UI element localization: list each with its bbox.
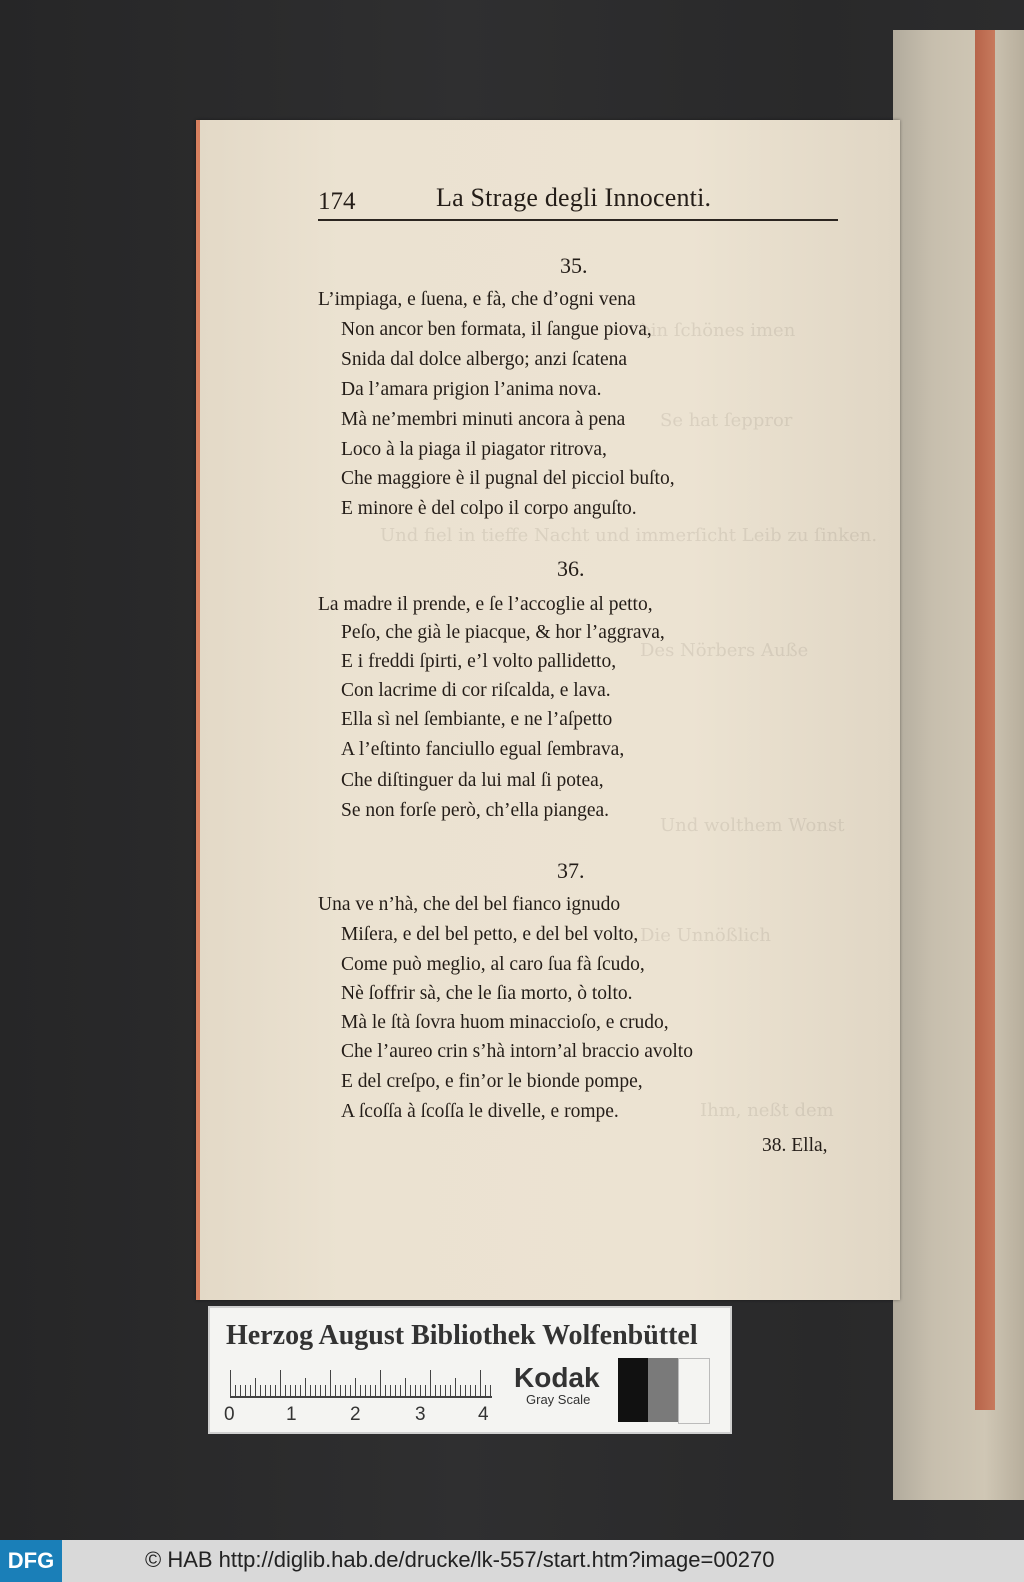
ruler-number: 4: [478, 1404, 489, 1425]
ruler-tick: [370, 1385, 371, 1396]
book-edge: [975, 30, 995, 1410]
verse-line: Che diſtinguer da lui mal ſi potea,: [341, 770, 604, 791]
swatch-black: [618, 1358, 648, 1422]
verse-line: E del creſpo, e fin’or le bionde pompe,: [341, 1071, 643, 1092]
ruler-tick: [475, 1385, 476, 1396]
ruler-tick: [230, 1370, 231, 1396]
running-title: La Strage degli Innocenti.: [436, 183, 712, 212]
ruler-tick: [355, 1378, 356, 1396]
verse-line: Peſo, che già le piacque, & hor l’aggrava,: [341, 622, 665, 643]
verse-line: La madre il prende, e ſe l’accoglie al petto,: [318, 594, 653, 615]
ruler-tick: [345, 1385, 346, 1396]
verse-line: Se non forſe però, ch’ella piangea.: [341, 800, 610, 821]
ruler-number: 0: [224, 1404, 235, 1425]
verse-line: Snida dal dolce albergo; anzi ſcatena: [341, 349, 628, 370]
ruler-tick: [445, 1385, 446, 1396]
ruler-tick: [460, 1385, 461, 1396]
ruler-tick: [485, 1385, 486, 1396]
ruler-tick: [310, 1385, 311, 1396]
ruler-tick: [375, 1385, 376, 1396]
verse-line: E i freddi ſpirti, e’l volto pallidetto,: [341, 651, 617, 672]
ruler-tick: [425, 1385, 426, 1396]
swatch-gray: [648, 1358, 678, 1422]
ruler-number: 3: [415, 1404, 426, 1425]
ruler-tick: [440, 1385, 441, 1396]
verse-line: Loco à la piaga il piagator ritrova,: [341, 439, 607, 460]
ruler-tick: [340, 1385, 341, 1396]
ruler-tick: [430, 1370, 431, 1396]
verse-line: Non ancor ben formata, il ſangue piova,: [341, 319, 652, 340]
ruler-tick: [405, 1378, 406, 1396]
ruler-tick: [270, 1385, 271, 1396]
ruler-tick: [255, 1378, 256, 1396]
ruler-tick: [380, 1370, 381, 1396]
verse-line: Che maggiore è il pugnal del picciol buſto,: [341, 468, 675, 489]
ruler-tick: [325, 1385, 326, 1396]
dfg-logo: DFG: [0, 1540, 62, 1582]
swatch-white: [678, 1358, 710, 1424]
verse-line: Con lacrime di cor riſcalda, e lava.: [341, 680, 611, 701]
ruler-tick: [240, 1385, 241, 1396]
ruler-tick: [385, 1385, 386, 1396]
ruler-tick: [330, 1370, 331, 1396]
ruler-tick: [490, 1385, 491, 1396]
ruler-tick: [400, 1385, 401, 1396]
catchword: 38. Ella,: [762, 1135, 828, 1156]
kodak-logo: Kodak: [514, 1362, 600, 1393]
ruler-tick: [365, 1385, 366, 1396]
ruler-tick: [280, 1370, 281, 1396]
stanza-number: 37.: [557, 858, 585, 883]
stanza-number: 36.: [557, 556, 585, 581]
ruler-tick: [360, 1385, 361, 1396]
ruler-tick: [245, 1385, 246, 1396]
verse-line: Ella sì nel ſembiante, e ne l’aſpetto: [341, 709, 613, 730]
verse-line: Da l’amara prigion l’anima nova.: [341, 379, 602, 400]
ruler-tick: [250, 1385, 251, 1396]
verse-line: Nè ſoffrir sà, che le ſia morto, ò tolto.: [341, 983, 633, 1004]
ruler-tick: [265, 1385, 266, 1396]
ruler-number: 2: [350, 1404, 361, 1425]
ruler-tick: [315, 1385, 316, 1396]
credit-line: © HAB http://diglib.hab.de/drucke/lk-557/start.htm?image=00270: [145, 1547, 775, 1572]
facing-page-edge: [893, 30, 1024, 1500]
verse-line: Mà ne’membri minuti ancora à pena: [341, 409, 626, 430]
verse-line: Come può meglio, al caro ſua fà ſcudo,: [341, 954, 645, 975]
verse-line: L’impiaga, e ſuena, e fà, che d’ogni vena: [318, 289, 636, 310]
ruler-tick: [395, 1385, 396, 1396]
ruler-tick: [420, 1385, 421, 1396]
verse-line: Miſera, e del bel petto, e del bel volto,: [341, 924, 639, 945]
page-number: 174: [318, 188, 356, 215]
ruler-tick: [335, 1385, 336, 1396]
ruler-tick: [480, 1370, 481, 1396]
ruler: [230, 1368, 492, 1398]
ruler-tick: [455, 1378, 456, 1396]
ruler-tick: [305, 1378, 306, 1396]
verse-line: A ſcoſſa à ſcoſſa le divelle, e rompe.: [341, 1101, 619, 1122]
footer-bar: [0, 1540, 1024, 1582]
ruler-tick: [410, 1385, 411, 1396]
ruler-tick: [295, 1385, 296, 1396]
running-head: [318, 183, 838, 221]
ruler-tick: [350, 1385, 351, 1396]
ruler-tick: [465, 1385, 466, 1396]
ruler-tick: [275, 1385, 276, 1396]
ruler-tick: [300, 1385, 301, 1396]
verse-line: Che l’aureo crin s’hà intorn’al braccio avolto: [341, 1041, 693, 1062]
ruler-number: 1: [286, 1404, 297, 1425]
ruler-tick: [450, 1385, 451, 1396]
ruler-tick: [320, 1385, 321, 1396]
ruler-tick: [435, 1385, 436, 1396]
gray-scale-label: Gray Scale: [526, 1392, 591, 1407]
verse-line: E minore è del colpo il corpo anguſto.: [341, 498, 637, 519]
ruler-tick: [415, 1385, 416, 1396]
ruler-tick: [390, 1385, 391, 1396]
verse-line: A l’eſtinto fanciullo egual ſembrava,: [341, 739, 625, 760]
stanza-number: 35.: [560, 253, 588, 278]
ruler-tick: [235, 1385, 236, 1396]
ruler-tick: [260, 1385, 261, 1396]
scale-card: [208, 1306, 732, 1434]
verse-line: Una ve n’hà, che del bel fianco ignudo: [318, 894, 621, 915]
ruler-tick: [285, 1385, 286, 1396]
ruler-tick: [290, 1385, 291, 1396]
verse-line: Mà le ſtà ſovra huom minaccioſo, e crudo,: [341, 1012, 669, 1033]
ruler-tick: [470, 1385, 471, 1396]
library-name: Herzog August Bibliothek Wolfenbüttel: [226, 1320, 698, 1351]
